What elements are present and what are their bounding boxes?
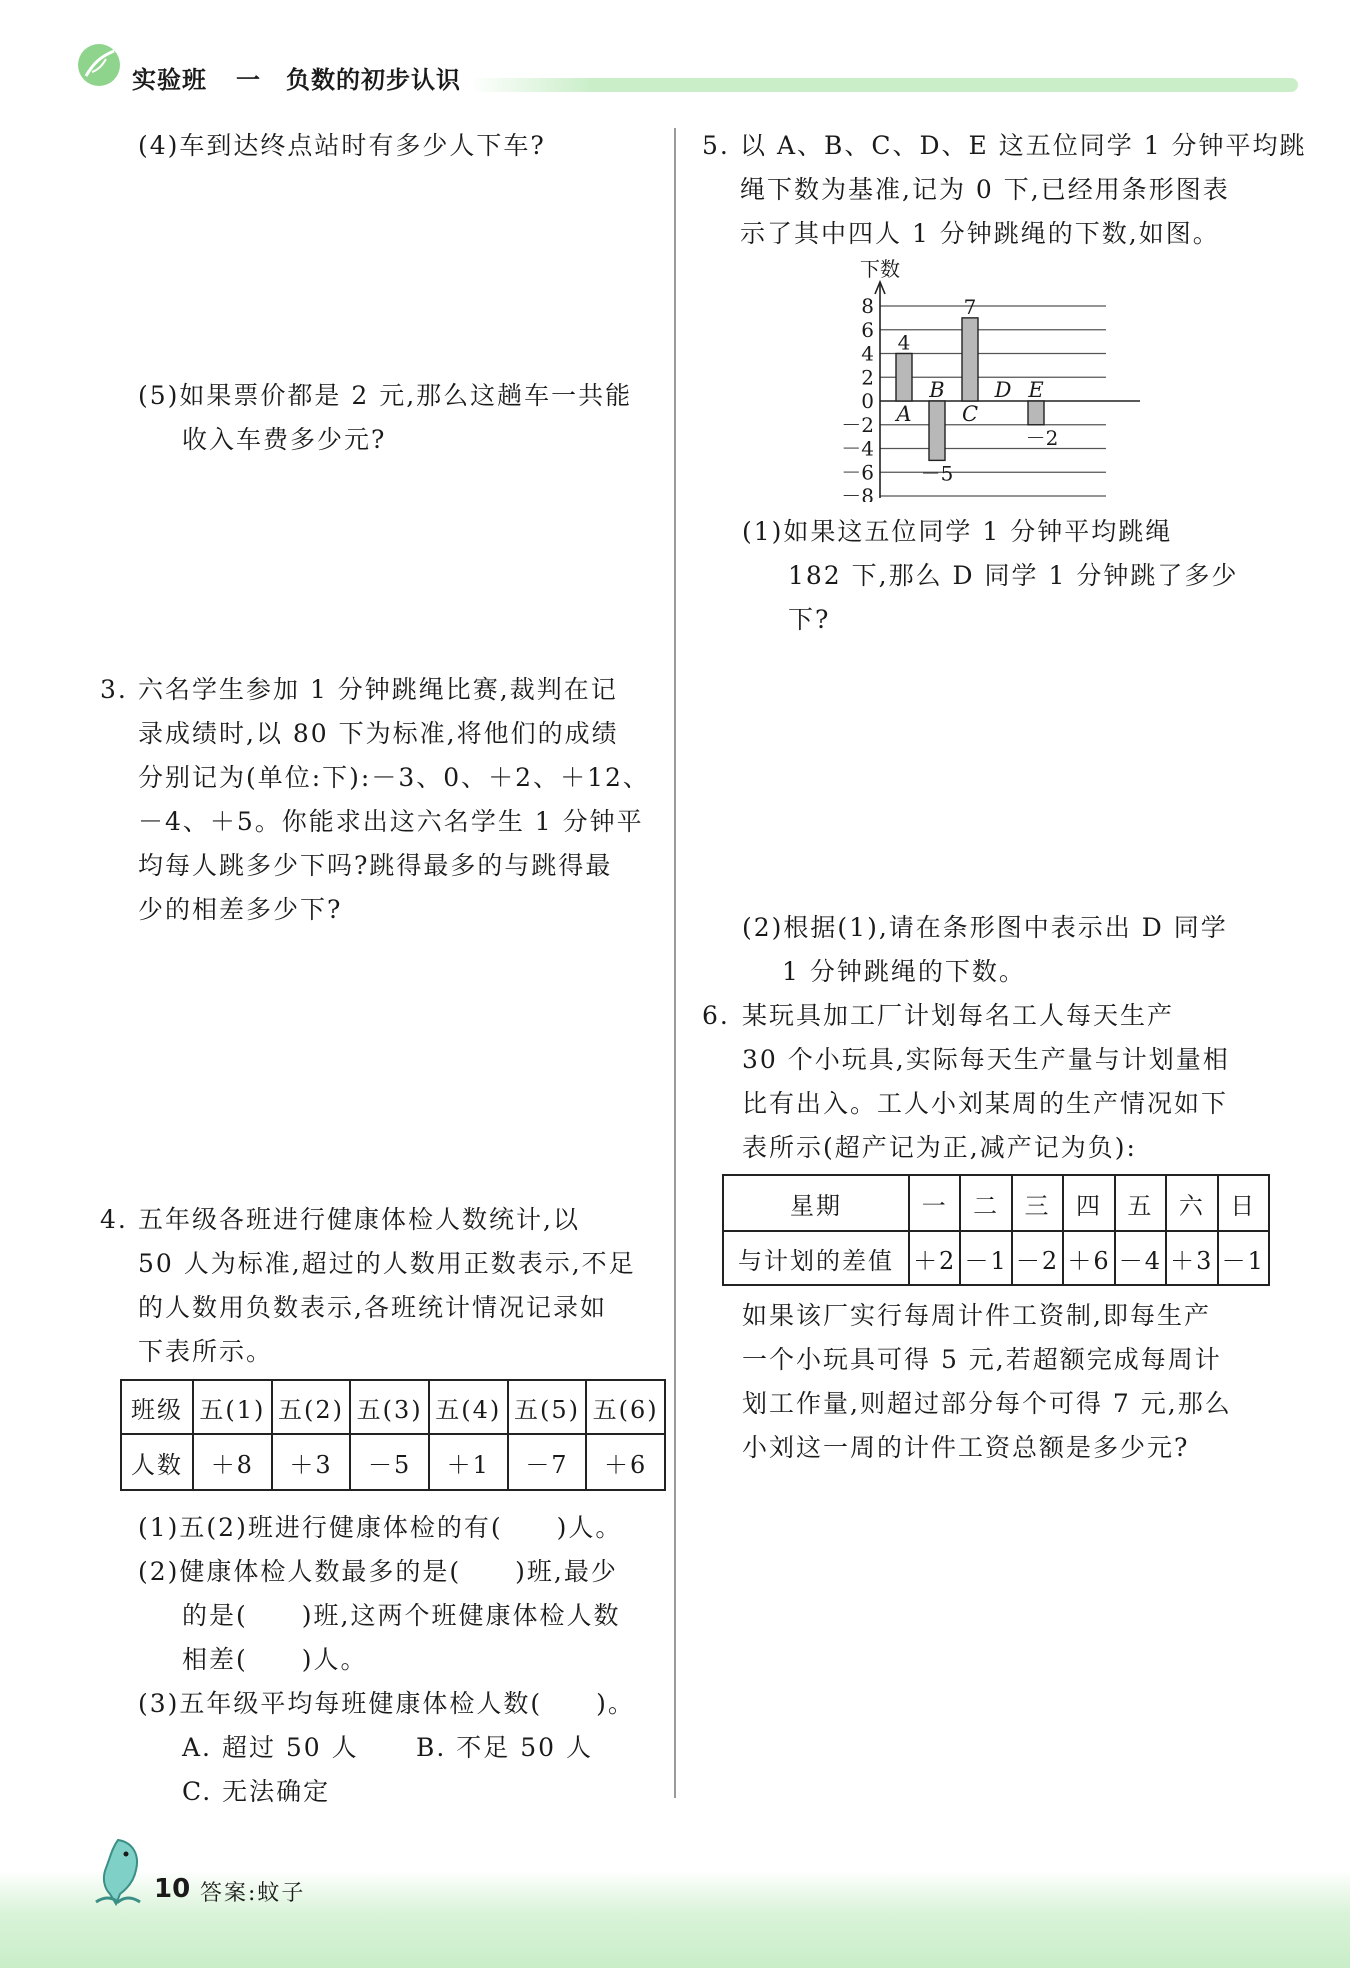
question-6-line: 划工作量,则超过部分每个可得 7 元,那么 (742, 1389, 1232, 1418)
question-4-sub-2-line-2: 的是( )班,这两个班健康体检人数 (182, 1601, 621, 1630)
table-cell: ＋6 (1063, 1231, 1114, 1285)
table-cell: ＋8 (193, 1434, 272, 1490)
option-a: A. 超过 50 人 (182, 1733, 359, 1762)
table-cell: ＋6 (586, 1434, 665, 1490)
question-6-line: 30 个小玩具,实际每天生产量与计划量相 (742, 1045, 1230, 1074)
y-tick-label: －2 (841, 412, 874, 437)
category-label: A (896, 402, 912, 426)
table-row (121, 1380, 665, 1434)
question-5-number: 5. (702, 131, 730, 160)
question-5-line: 以 A、B、C、D、E 这五位同学 1 分钟平均跳 (740, 131, 1307, 160)
question-5-sub-2-line-2: 1 分钟跳绳的下数。 (782, 957, 1026, 986)
bar (1028, 401, 1044, 425)
data-label: －5 (920, 461, 954, 486)
option-b: B. 不足 50 人 (416, 1733, 593, 1762)
bar (896, 354, 912, 402)
table-cell: 五(5) (508, 1380, 587, 1434)
question-3-number: 3. (100, 675, 128, 704)
question-4-line: 50 人为标准,超过的人数用正数表示,不足 (138, 1249, 636, 1278)
question-6-number: 6. (702, 1001, 730, 1030)
table-cell: －4 (1115, 1231, 1166, 1285)
table-cell: 人数 (121, 1434, 193, 1490)
table-cell: 六 (1166, 1175, 1217, 1231)
question-5-sub-1-line-2: 182 下,那么 D 同学 1 分钟跳了多少 (788, 561, 1239, 590)
leaf-logo-icon (76, 42, 122, 88)
table-cell: －2 (1012, 1231, 1063, 1285)
option-c: C. 无法确定 (182, 1777, 331, 1806)
dolphin-icon (88, 1834, 148, 1908)
question-4-sub-2-line-1: (2)健康体检人数最多的是( )班,最少 (138, 1557, 618, 1586)
question-4-line: 下表所示。 (138, 1337, 274, 1366)
y-axis-label: 下数 (860, 257, 900, 281)
table-cell: 与计划的差值 (723, 1231, 909, 1285)
table-cell: 四 (1063, 1175, 1114, 1231)
category-label: C (961, 402, 979, 426)
table-cell: 五(6) (586, 1380, 665, 1434)
y-tick-label: 8 (861, 294, 874, 318)
production-table (722, 1174, 1270, 1286)
table-cell: 星期 (723, 1175, 909, 1231)
header-band (470, 78, 1298, 92)
series-name: 实验班 (132, 66, 207, 94)
question-6-followup (742, 1294, 1232, 1470)
question-2-part-4: (4)车到达终点站时有多少人下车? (138, 131, 546, 160)
question-6-line: 表所示(超产记为正,减产记为负): (742, 1133, 1137, 1162)
table-cell: －1 (960, 1231, 1011, 1285)
question-4-sub-2-line-3: 相差( )人。 (182, 1645, 368, 1674)
question-6-line: 如果该厂实行每周计件工资制,即每生产 (742, 1301, 1211, 1330)
data-label: －2 (1025, 425, 1059, 450)
question-6-line: 小刘这一周的计件工资总额是多少元? (742, 1433, 1190, 1462)
y-tick-label: 0 (861, 389, 874, 413)
table-row (723, 1175, 1269, 1231)
question-6-line: 比有出入。工人小刘某周的生产情况如下 (742, 1089, 1229, 1118)
question-3-line: 均每人跳多少下吗?跳得最多的与跳得最 (138, 851, 613, 880)
table-cell: 一 (909, 1175, 960, 1231)
page-number: 10 (154, 1874, 191, 1904)
y-tick-label: －6 (841, 460, 874, 485)
question-4-text (138, 1198, 636, 1374)
category-label: D (994, 378, 1012, 402)
table-cell: －7 (508, 1434, 587, 1490)
data-label: 4 (897, 330, 911, 355)
bar (962, 318, 978, 401)
y-tick-label: 4 (861, 341, 874, 366)
unit-title: 一 负数的初步认识 (236, 66, 461, 94)
jump-rope-bar-chart (830, 256, 1160, 502)
question-3-line: 分别记为(单位:下):－3、0、＋2、＋12、 (138, 763, 650, 792)
table-cell: 五(3) (350, 1380, 429, 1434)
y-tick-label: 6 (861, 317, 874, 342)
question-2-part-5-line-2: 收入车费多少元? (182, 425, 387, 454)
y-tick-label: －8 (841, 484, 874, 502)
table-cell: 日 (1218, 1175, 1269, 1231)
question-6-line: 某玩具加工厂计划每名工人每天生产 (742, 1001, 1175, 1030)
table-cell: 二 (960, 1175, 1011, 1231)
data-label: 7 (963, 294, 977, 319)
header (0, 0, 1350, 110)
question-5-line: 示了其中四人 1 分钟跳绳的下数,如图。 (740, 219, 1220, 248)
table-cell: 五(1) (193, 1380, 272, 1434)
question-5-sub-1-line-1: (1)如果这五位同学 1 分钟平均跳绳 (742, 517, 1173, 546)
question-3-line: 六名学生参加 1 分钟跳绳比赛,裁判在记 (138, 675, 618, 704)
question-4-sub-3: (3)五年级平均每班健康体检人数( )。 (138, 1689, 635, 1718)
question-2-part-5-line-1: (5)如果票价都是 2 元,那么这趟车一共能 (138, 381, 633, 410)
question-3-line: 录成绩时,以 80 下为标准,将他们的成绩 (138, 719, 619, 748)
y-tick-label: －4 (841, 436, 874, 461)
y-tick-label: 2 (861, 365, 874, 390)
question-3-line: －4、＋5。你能求出这六名学生 1 分钟平 (138, 807, 644, 836)
bar (929, 401, 945, 460)
question-5-text (740, 124, 1307, 256)
table-cell: ＋1 (429, 1434, 508, 1490)
table-cell: 五(2) (272, 1380, 351, 1434)
question-6-line: 一个小玩具可得 5 元,若超额完成每周计 (742, 1345, 1222, 1374)
table-cell: 五(4) (429, 1380, 508, 1434)
question-4-line: 的人数用负数表示,各班统计情况记录如 (138, 1293, 607, 1322)
table-cell: －5 (350, 1434, 429, 1490)
column-divider (674, 128, 676, 1798)
question-6-text (742, 994, 1230, 1170)
answer-label: 答案:蚊子 (200, 1881, 306, 1906)
table-cell: ＋3 (272, 1434, 351, 1490)
question-3-text (138, 668, 650, 932)
question-3-line: 少的相差多少下? (138, 895, 343, 924)
question-5-sub-2-line-1: (2)根据(1),请在条形图中表示出 D 同学 (742, 913, 1228, 942)
question-4-sub-1: (1)五(2)班进行健康体检的有( )人。 (138, 1513, 623, 1542)
table-cell: 班级 (121, 1380, 193, 1434)
table-cell: －1 (1218, 1231, 1269, 1285)
class-health-table (120, 1379, 666, 1491)
table-row (723, 1231, 1269, 1285)
question-4-number: 4. (100, 1205, 128, 1234)
category-label: E (1028, 378, 1044, 402)
table-cell: ＋2 (909, 1231, 960, 1285)
table-cell: 三 (1012, 1175, 1063, 1231)
question-4-line: 五年级各班进行健康体检人数统计,以 (138, 1205, 580, 1234)
table-cell: 五 (1115, 1175, 1166, 1231)
table-cell: ＋3 (1166, 1231, 1217, 1285)
question-5-line: 绳下数为基准,记为 0 下,已经用条形图表 (740, 175, 1230, 204)
category-label: B (929, 378, 945, 402)
table-row (121, 1434, 665, 1490)
question-5-sub-1-line-3: 下? (788, 605, 831, 634)
